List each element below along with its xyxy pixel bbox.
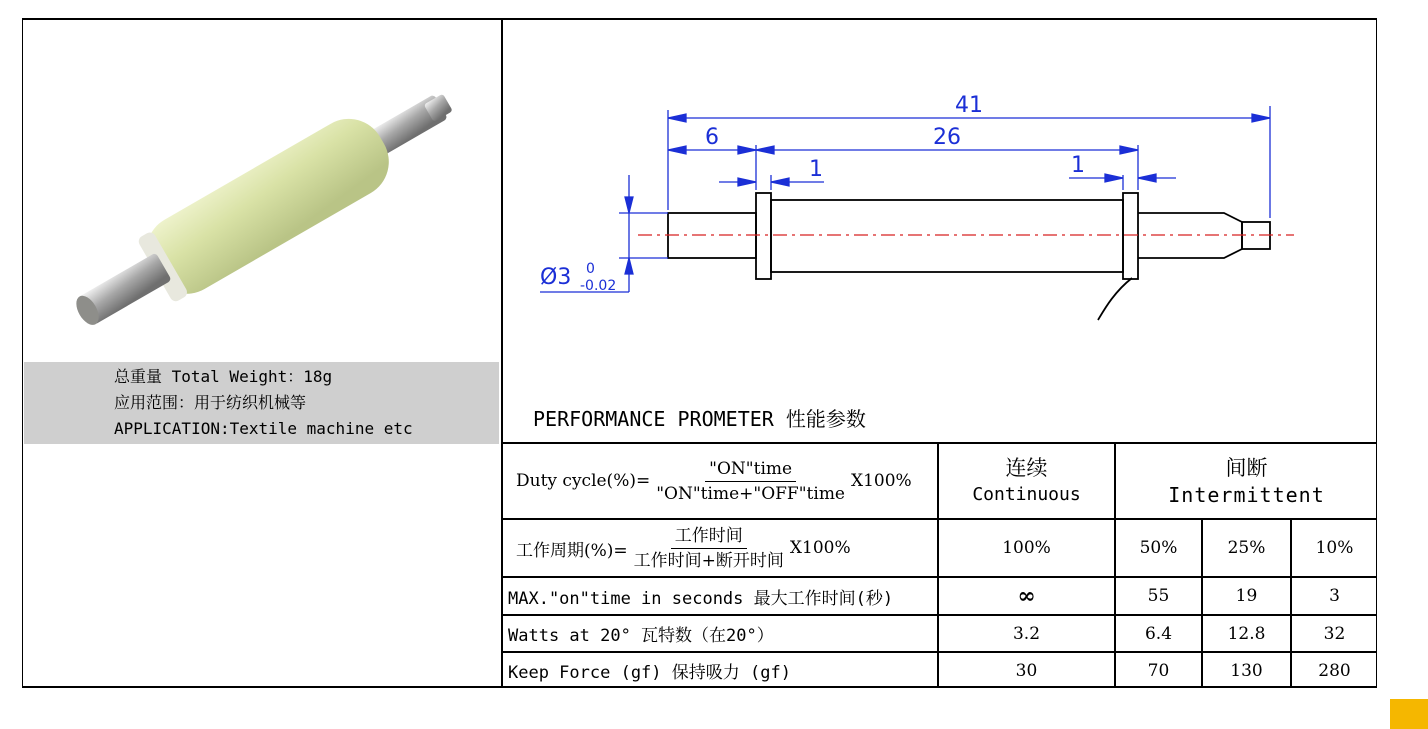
- watts-continuous: 3.2: [1012, 623, 1041, 644]
- performance-table: [502, 442, 1377, 688]
- continuous-en: Continuous: [972, 484, 1081, 505]
- product-spec-box: [24, 362, 499, 444]
- duty-cn-suffix: X100%: [789, 538, 851, 558]
- application-en-text: APPLICATION:Textile machine etc: [114, 419, 413, 438]
- product-photo: [24, 20, 500, 360]
- duty-en-numerator: "ON"time: [705, 458, 796, 482]
- max-on-time-50: 55: [1147, 586, 1170, 606]
- tolerance-lower: -0.02: [580, 278, 617, 294]
- duty-en-prefix: Duty cycle(%)=: [516, 471, 651, 491]
- duty-cn-prefix: 工作周期(%)=: [516, 540, 628, 561]
- duty-continuous-value: 100%: [1002, 538, 1051, 558]
- dim-flange-right-label: 1: [1071, 153, 1085, 178]
- dim-flange-left-label: 1: [809, 157, 823, 182]
- keep-force-label: Keep Force (gf) 保持吸力 (gf): [508, 663, 791, 683]
- corner-marker: [1390, 699, 1428, 729]
- duty-cycle-cn-formula: [516, 520, 936, 576]
- duty-25-value: 25%: [1227, 538, 1266, 558]
- max-on-time-25: 19: [1235, 586, 1258, 606]
- duty-en-suffix: X100%: [851, 471, 912, 491]
- duty-en-fraction: [652, 458, 849, 505]
- application-cn-text: 应用范围：用于纺织机械等: [114, 393, 307, 412]
- continuous-cn: 连续: [1005, 456, 1048, 480]
- dimension-drawing: [504, 20, 1376, 410]
- dim-left-shaft-label: 6: [705, 125, 719, 150]
- total-weight-text: 总重量 Total Weight：18g: [114, 367, 333, 386]
- intermittent-header: [1116, 444, 1377, 518]
- continuous-header: [939, 444, 1114, 518]
- watts-50: 6.4: [1144, 623, 1173, 644]
- dim-total-label: 41: [955, 93, 983, 118]
- duty-cn-denominator: 工作时间+断开时间: [633, 550, 784, 571]
- max-on-time-continuous: ∞: [1017, 583, 1036, 609]
- keep-force-continuous: 30: [1015, 660, 1038, 681]
- duty-cn-fraction: [630, 525, 788, 572]
- watts-25: 12.8: [1227, 623, 1266, 644]
- max-on-time-label: MAX."on"time in seconds 最大工作时间(秒): [508, 588, 894, 609]
- intermittent-en: Intermittent: [1168, 483, 1325, 507]
- keep-force-10: 280: [1318, 660, 1351, 681]
- tolerance-upper: 0: [586, 261, 595, 277]
- duty-en-denominator: "ON"time+"OFF"time: [656, 483, 845, 504]
- diameter-label: Ø3: [540, 265, 572, 290]
- intermittent-cn: 间断: [1225, 456, 1268, 480]
- keep-force-50: 70: [1147, 660, 1170, 681]
- max-on-time-10: 3: [1329, 586, 1340, 606]
- duty-cycle-en-formula: [516, 444, 936, 518]
- duty-cn-numerator: 工作时间: [671, 525, 747, 549]
- duty-10-value: 10%: [1315, 538, 1354, 558]
- keep-force-25: 130: [1230, 660, 1263, 681]
- performance-title: PERFORMANCE PROMETER 性能参数: [533, 407, 866, 431]
- dim-body-label: 26: [933, 125, 961, 150]
- watts-label: Watts at 20° 瓦特数（在20°）: [508, 626, 774, 646]
- watts-10: 32: [1323, 623, 1346, 644]
- duty-50-value: 50%: [1139, 538, 1178, 558]
